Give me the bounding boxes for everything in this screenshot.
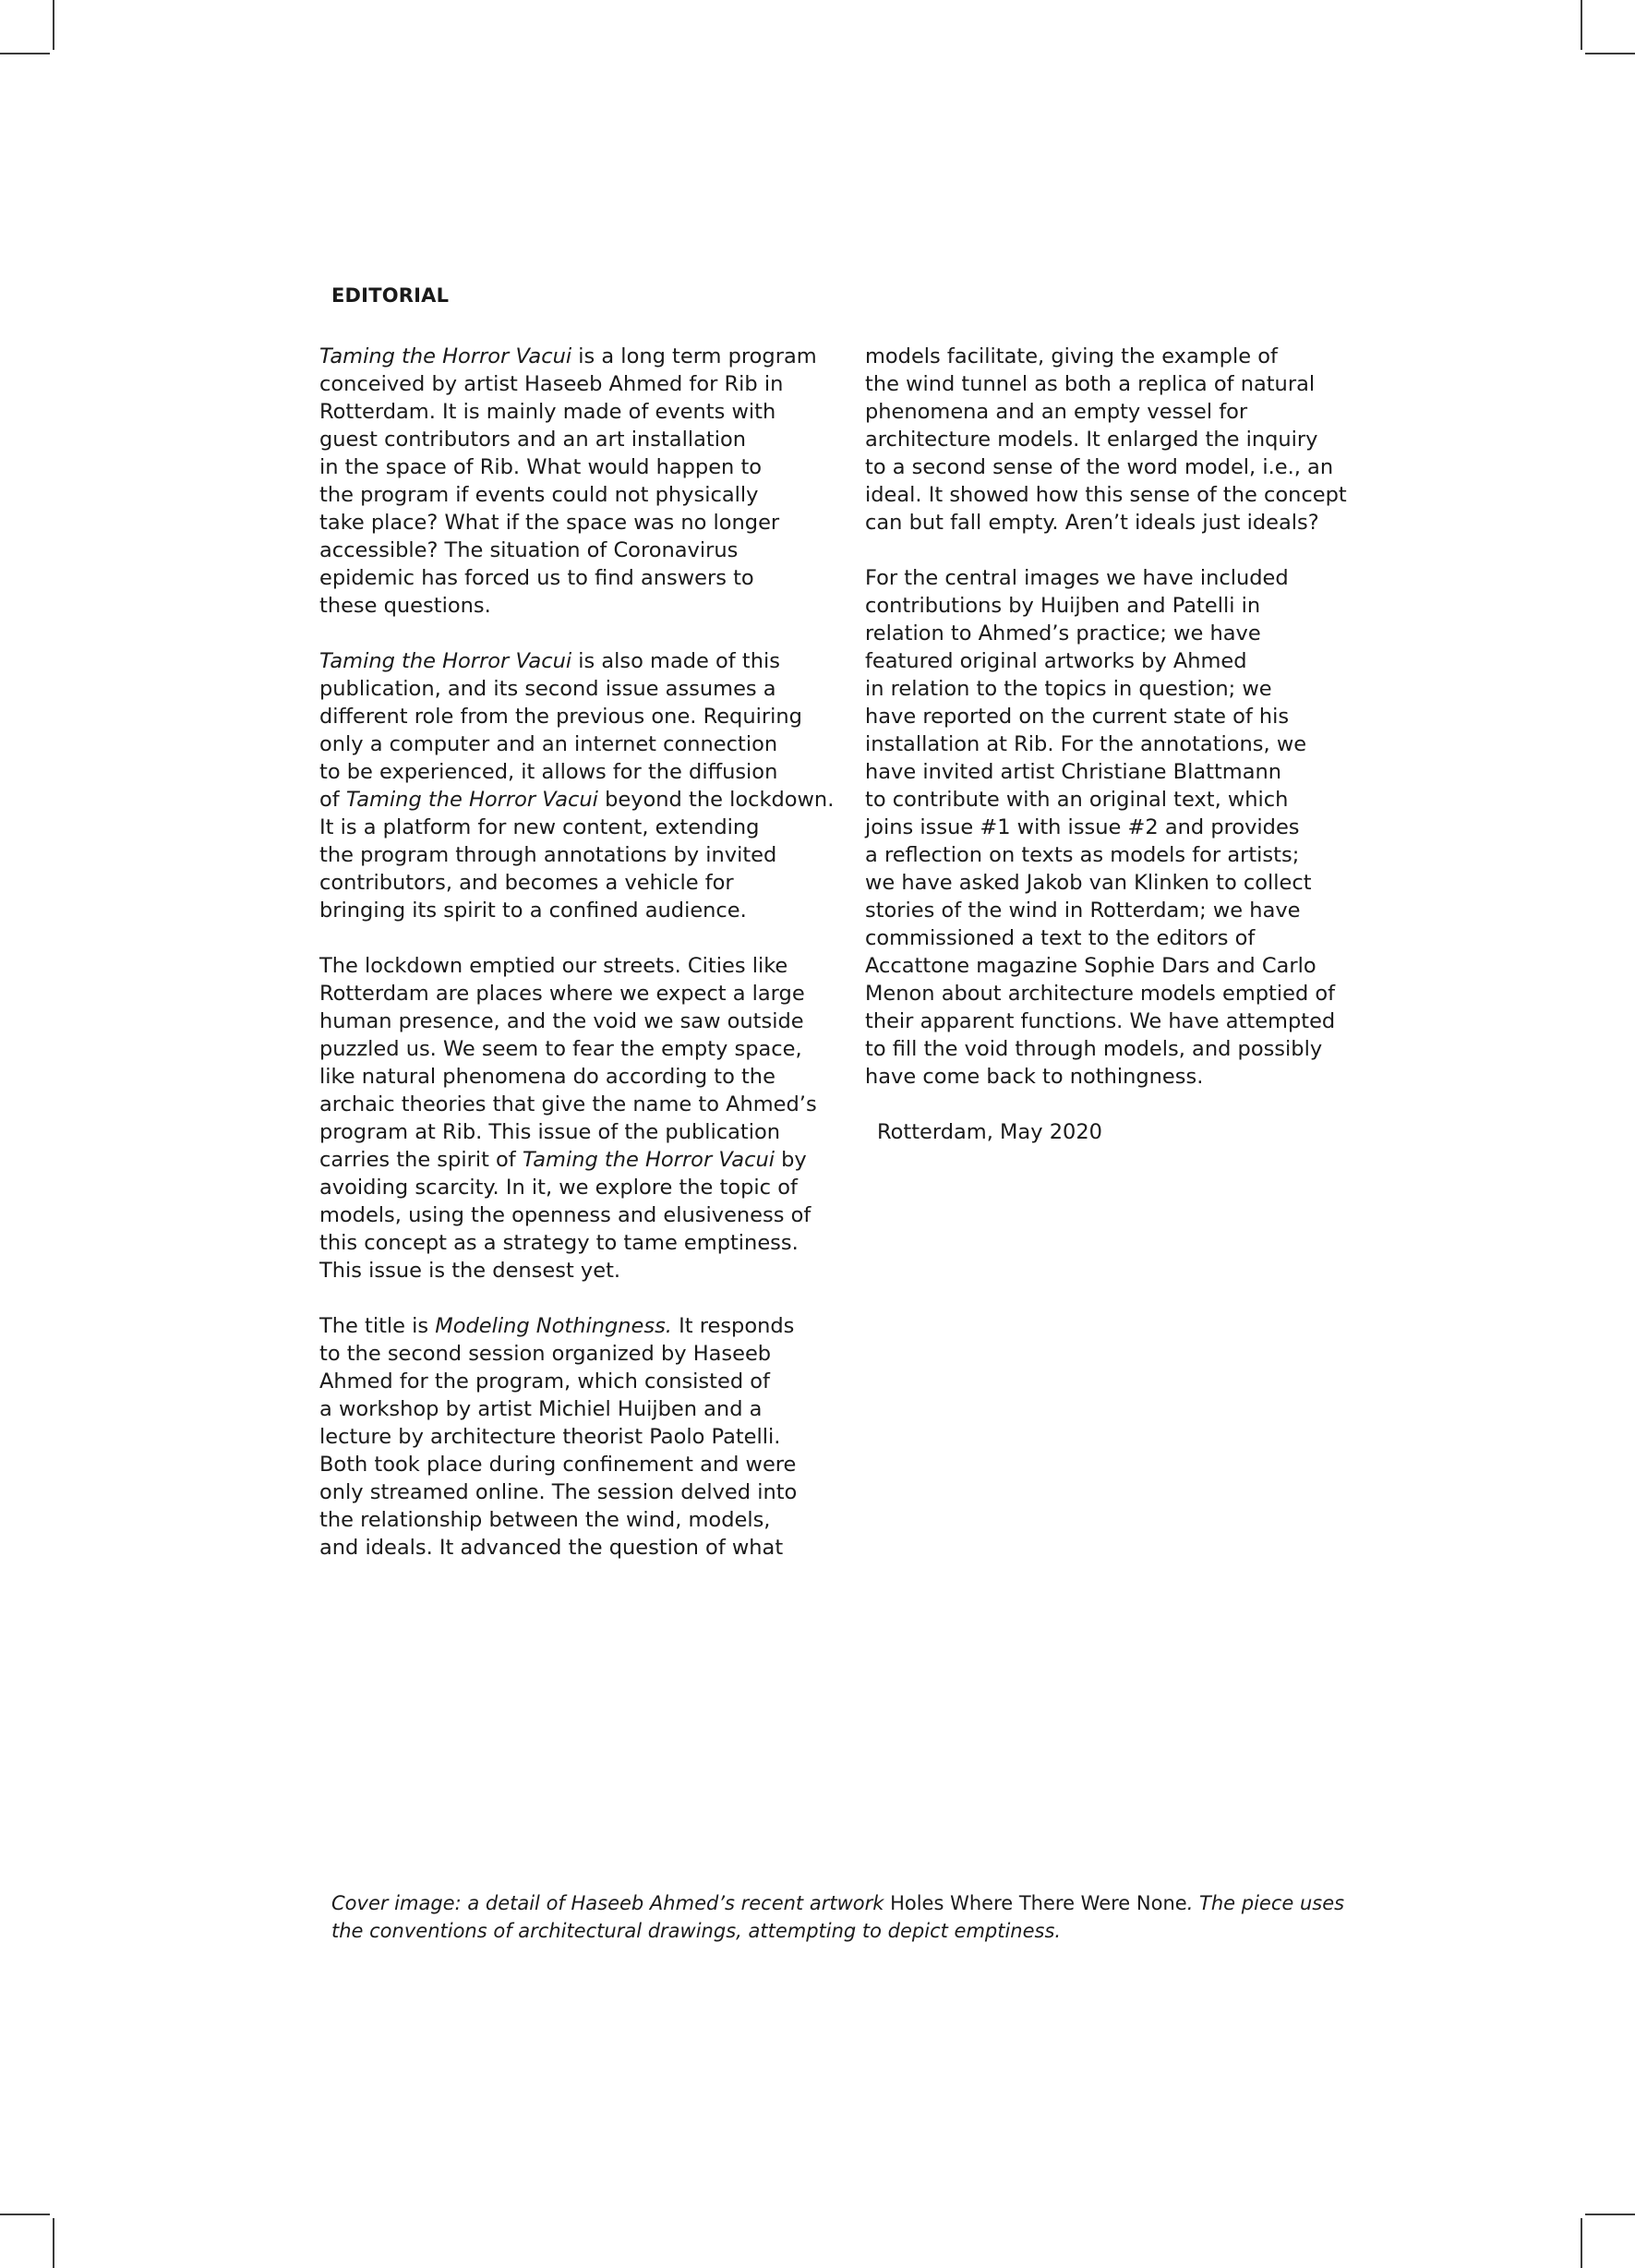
text-run: archaic theories that give the name to Ahmed’s — [319, 1092, 817, 1116]
crop-mark-top-right-horizontal — [1585, 53, 1635, 54]
text-line — [319, 1478, 836, 1506]
text-run: and ideals. It advanced the question of what — [319, 1536, 784, 1560]
text-run: Rotterdam are places where we expect a large — [319, 982, 805, 1006]
text-run: different role from the previous one. Requiring — [319, 705, 802, 729]
text-line — [865, 620, 1382, 647]
italic-title: Taming the Horror Vacui — [319, 649, 572, 673]
text-run: is also made of this — [571, 649, 780, 673]
text-line — [319, 592, 836, 620]
text-run: a reflection on texts as models for artists; — [865, 843, 1300, 867]
text-run: Accattone magazine Sophie Dars and Carlo — [865, 954, 1316, 978]
text-run: contributors, and becomes a vehicle for — [319, 871, 734, 895]
text-run: featured original artworks by Ahmed — [865, 649, 1247, 673]
text-line — [319, 509, 836, 537]
text-line — [319, 1201, 836, 1229]
text-run: publication, and its second issue assumes a — [319, 677, 776, 701]
text-line — [319, 703, 836, 730]
text-line — [865, 703, 1382, 730]
text-run: It responds — [671, 1314, 795, 1338]
text-line — [319, 814, 836, 841]
text-run: conceived by artist Haseeb Ahmed for Rib in — [319, 372, 784, 396]
text-run: have reported on the current state of his — [865, 705, 1290, 729]
text-line — [319, 897, 836, 924]
text-run: we have asked Jakob van Klinken to collect — [865, 871, 1312, 895]
text-line — [865, 841, 1382, 869]
text-run: a workshop by artist Michiel Huijben and a — [319, 1397, 763, 1421]
text-run: relation to Ahmed’s practice; we have — [865, 621, 1261, 645]
text-run: by — [774, 1148, 807, 1172]
text-line — [319, 1312, 836, 1340]
text-run: commissioned a text to the editors of — [865, 926, 1256, 950]
text-run: the program through annotations by invited — [319, 843, 777, 867]
text-line — [865, 814, 1382, 841]
text-run: . The piece uses — [1186, 1892, 1345, 1914]
text-run: Cover image: a detail of Haseeb Ahmed’s recent artwork — [331, 1892, 891, 1914]
text-run: Menon about architecture models emptied of — [865, 982, 1336, 1006]
text-line — [865, 952, 1382, 980]
text-run: lecture by architecture theorist Paolo Patelli. — [319, 1425, 781, 1449]
text-run: The title is — [319, 1314, 436, 1338]
text-line — [865, 426, 1382, 453]
text-run: The lockdown emptied our streets. Cities like — [319, 954, 788, 978]
text-run: models, using the openness and elusiveness of — [319, 1203, 811, 1227]
paragraph — [319, 647, 836, 924]
paragraph — [319, 1312, 836, 1562]
text-line — [319, 786, 836, 814]
text-line — [319, 675, 836, 703]
text-line — [331, 1917, 1344, 1945]
text-line — [319, 1368, 836, 1395]
text-run: program at Rib. This issue of the publication — [319, 1120, 781, 1144]
italic-title: Taming the Horror Vacui — [522, 1148, 775, 1172]
text-line — [319, 1174, 836, 1201]
text-run: carries the spirit of — [319, 1148, 523, 1172]
text-line — [319, 1118, 836, 1146]
text-line — [865, 481, 1382, 509]
text-line — [865, 343, 1382, 370]
text-run: only streamed online. The session delved into — [319, 1480, 798, 1504]
text-run: For the central images we have included — [865, 566, 1289, 590]
text-line — [319, 1534, 836, 1562]
italic-title: Modeling Nothingness. — [435, 1314, 672, 1338]
text-line — [865, 1007, 1382, 1035]
text-run: to be experienced, it allows for the diffusion — [319, 760, 778, 784]
text-run: the relationship between the wind, models, — [319, 1508, 771, 1532]
text-run: installation at Rib. For the annotations, we — [865, 732, 1307, 756]
text-run: Both took place during confinement and were — [319, 1453, 797, 1477]
text-run: to a second sense of the word model, i.e., an — [865, 455, 1334, 479]
text-run: to the second session organized by Haseeb — [319, 1342, 772, 1366]
paragraph — [865, 564, 1382, 1091]
text-line — [865, 924, 1382, 952]
text-run: accessible? The situation of Coronavirus — [319, 538, 739, 562]
text-run: like natural phenomena do according to the — [319, 1065, 775, 1089]
text-run: is a long term program — [571, 344, 817, 368]
text-line — [319, 398, 836, 426]
text-line — [319, 1395, 836, 1423]
text-line — [319, 1423, 836, 1451]
text-line — [319, 758, 836, 786]
text-line — [319, 730, 836, 758]
text-run: bringing its spirit to a confined audience. — [319, 899, 747, 923]
text-line — [331, 1889, 1344, 1917]
text-run: This issue is the densest yet. — [319, 1259, 621, 1283]
crop-mark-bottom-right-vertical — [1581, 2218, 1582, 2268]
text-run: architecture models. It enlarged the inquiry — [865, 428, 1318, 452]
text-run: the program if events could not physically — [319, 483, 759, 507]
editorial-heading: EDITORIAL — [331, 284, 450, 307]
text-run: their apparent functions. We have attempted — [865, 1009, 1336, 1033]
text-line — [319, 869, 836, 897]
text-run: It is a platform for new content, extending — [319, 815, 760, 839]
text-line — [319, 841, 836, 869]
text-line — [865, 730, 1382, 758]
italic-title: Taming the Horror Vacui — [319, 344, 572, 368]
text-run: can but fall empty. Aren’t ideals just ideals? — [865, 511, 1319, 535]
text-line — [865, 786, 1382, 814]
text-run: avoiding scarcity. In it, we explore the topic of — [319, 1176, 798, 1200]
italic-title: Taming the Horror Vacui — [345, 788, 598, 812]
text-run: the conventions of architectural drawings, attempting to depict emptiness. — [331, 1920, 1062, 1942]
text-line — [319, 952, 836, 980]
text-line — [319, 1229, 836, 1257]
crop-mark-top-left-horizontal — [0, 53, 50, 54]
text-run: take place? What if the space was no longer — [319, 511, 780, 535]
text-run: to contribute with an original text, which — [865, 788, 1289, 812]
text-line — [865, 758, 1382, 786]
text-run: the wind tunnel as both a replica of natural — [865, 372, 1316, 396]
text-line — [865, 564, 1382, 592]
text-line — [319, 1035, 836, 1063]
artwork-title: Holes Where There Were None — [890, 1892, 1187, 1914]
paragraph — [319, 343, 836, 620]
text-run: in relation to the topics in question; we — [865, 677, 1272, 701]
text-line — [319, 453, 836, 481]
text-run: human presence, and the void we saw outside — [319, 1009, 804, 1033]
text-line — [319, 1146, 836, 1174]
editorial-left-column — [319, 343, 836, 1589]
text-line — [319, 1340, 836, 1368]
text-run: models facilitate, giving the example of — [865, 344, 1278, 368]
crop-mark-bottom-right-horizontal — [1585, 2214, 1635, 2215]
text-line — [865, 647, 1382, 675]
text-line — [319, 370, 836, 398]
text-line — [865, 453, 1382, 481]
text-line — [319, 1451, 836, 1478]
text-run: guest contributors and an art installation — [319, 428, 746, 452]
text-run: have invited artist Christiane Blattmann — [865, 760, 1281, 784]
text-line — [319, 564, 836, 592]
text-line — [319, 980, 836, 1007]
text-run: in the space of Rib. What would happen to — [319, 455, 763, 479]
text-line — [319, 481, 836, 509]
text-run: have come back to nothingness. — [865, 1065, 1204, 1089]
text-line — [865, 370, 1382, 398]
text-run: joins issue #1 with issue #2 and provides — [865, 815, 1300, 839]
text-run: stories of the wind in Rotterdam; we have — [865, 899, 1301, 923]
text-line — [319, 1007, 836, 1035]
text-line — [865, 1035, 1382, 1063]
text-run: ideal. It showed how this sense of the concept — [865, 483, 1347, 507]
text-run: this concept as a strategy to tame emptiness. — [319, 1231, 799, 1255]
text-run: only a computer and an internet connection — [319, 732, 778, 756]
text-line — [319, 537, 836, 564]
paragraph — [319, 952, 836, 1285]
text-line — [865, 592, 1382, 620]
text-line — [865, 980, 1382, 1007]
text-run: beyond the lockdown. — [597, 788, 835, 812]
text-line — [865, 675, 1382, 703]
cover-image-caption — [331, 1889, 1344, 1945]
text-line — [319, 1091, 836, 1118]
text-line — [865, 509, 1382, 537]
text-line — [865, 398, 1382, 426]
text-line — [319, 647, 836, 675]
text-run: Rotterdam. It is mainly made of events with — [319, 400, 776, 424]
text-run: these questions. — [319, 594, 491, 618]
crop-mark-top-right-vertical — [1581, 0, 1582, 50]
text-run: of — [319, 788, 346, 812]
text-run: to fill the void through models, and possibly — [865, 1037, 1323, 1061]
text-line — [319, 1506, 836, 1534]
crop-mark-bottom-left-horizontal — [0, 2214, 50, 2215]
crop-mark-bottom-left-vertical — [53, 2218, 54, 2268]
text-run: contributions by Huijben and Patelli in — [865, 594, 1261, 618]
editorial-right-column — [865, 343, 1382, 1146]
signoff-place-date: Rotterdam, May 2020 — [877, 1120, 1102, 1144]
text-line — [865, 869, 1382, 897]
text-line — [865, 1063, 1382, 1091]
text-line — [319, 343, 836, 370]
text-run: phenomena and an empty vessel for — [865, 400, 1248, 424]
text-run: Ahmed for the program, which consisted of — [319, 1369, 770, 1393]
text-line — [865, 897, 1382, 924]
crop-mark-top-left-vertical — [53, 0, 54, 50]
text-run: epidemic has forced us to find answers to — [319, 566, 754, 590]
text-line — [319, 1257, 836, 1285]
text-line — [319, 1063, 836, 1091]
paragraph — [865, 343, 1382, 537]
text-line — [319, 426, 836, 453]
text-run: puzzled us. We seem to fear the empty space, — [319, 1037, 802, 1061]
